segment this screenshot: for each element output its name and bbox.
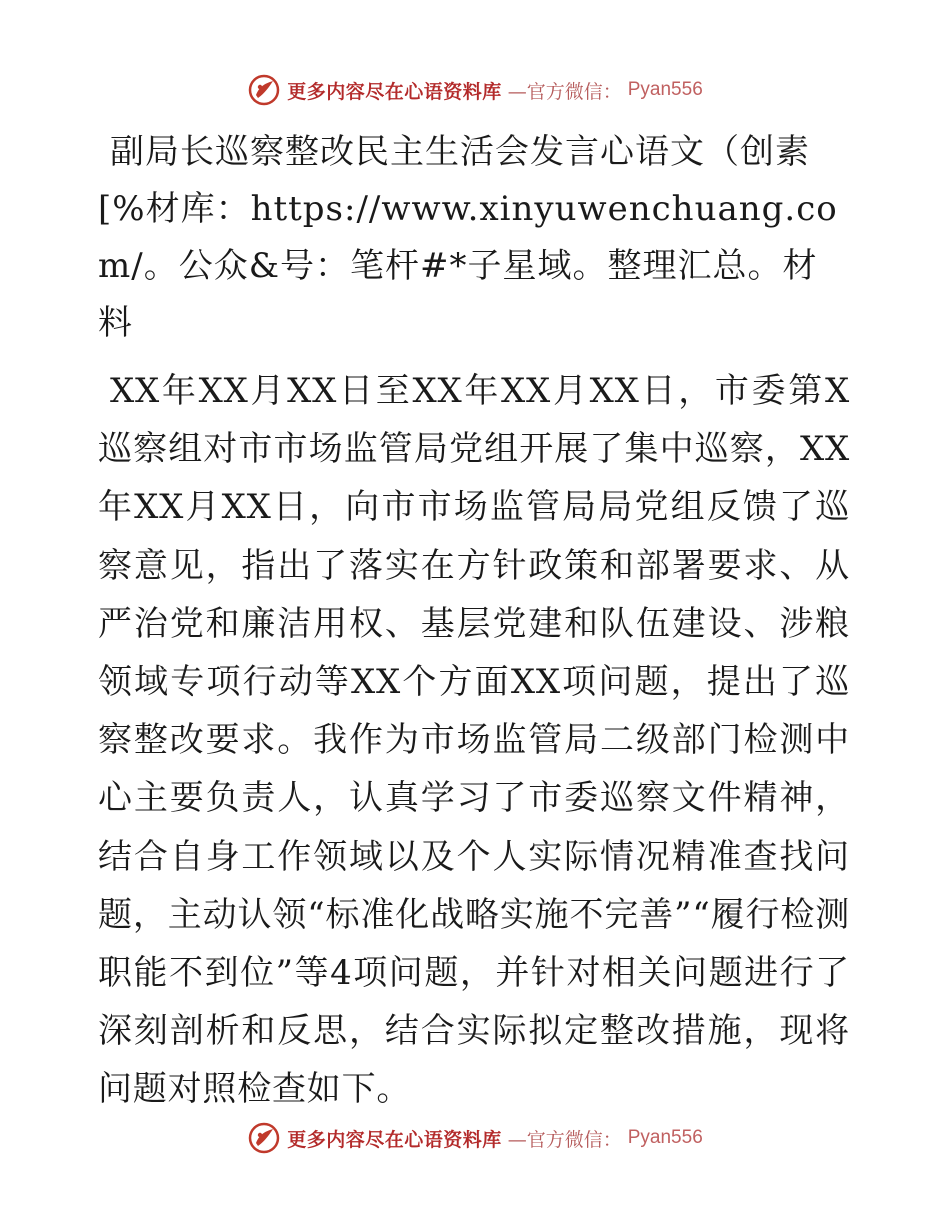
document-body: [98, 124, 850, 1119]
header-watermark-banner: [0, 70, 950, 110]
footer-watermark-banner: [0, 1118, 950, 1158]
banner-main-text: 更多内容尽在心语资料库: [287, 80, 502, 103]
document-title: 副局长巡察整改民主生活会发言心语文（创素[%材库：https://www.xinyuwenchuang.com/。公众&号：笔杆#*子星域。整理汇总。材料: [98, 132, 838, 343]
document-paragraph: XX年XX月XX日至XX年XX月XX日，市委第X巡察组对市市场监管局党组开展了集中巡察，XX年XX月XX日，向市市场监管局局党组反馈了巡察意见，指出了落实在方针政策和部署要求、从严治党和廉洁用权、基层党建和队伍建设、涉粮领域专项行动等XX个方面XX项问题，提出了巡察整改要求。我作为市场监管局二级部门检测中心主要负责人，认真学习了市委巡察文件精神，结合自身工作领域以及个人实际情况精准查找问题，主动认领“标准化战略实施不完善”“履行检测职能不到位”等4项问题，并针对相关问题进行了深刻剖析和反思，结合实际拟定整改措施，现将问题对照检查如下。: [98, 371, 850, 1110]
banner-main-text: 更多内容尽在心语资料库: [287, 1128, 502, 1151]
banner-wechat-id: Pyan556: [627, 79, 703, 100]
brand-logo-icon: [247, 1121, 281, 1155]
brand-logo-icon: [247, 73, 281, 107]
banner-wechat-id: Pyan556: [627, 1127, 703, 1148]
banner-sub-text: —官方微信：: [507, 1128, 622, 1151]
banner-sub-text: —官方微信：: [507, 80, 622, 103]
